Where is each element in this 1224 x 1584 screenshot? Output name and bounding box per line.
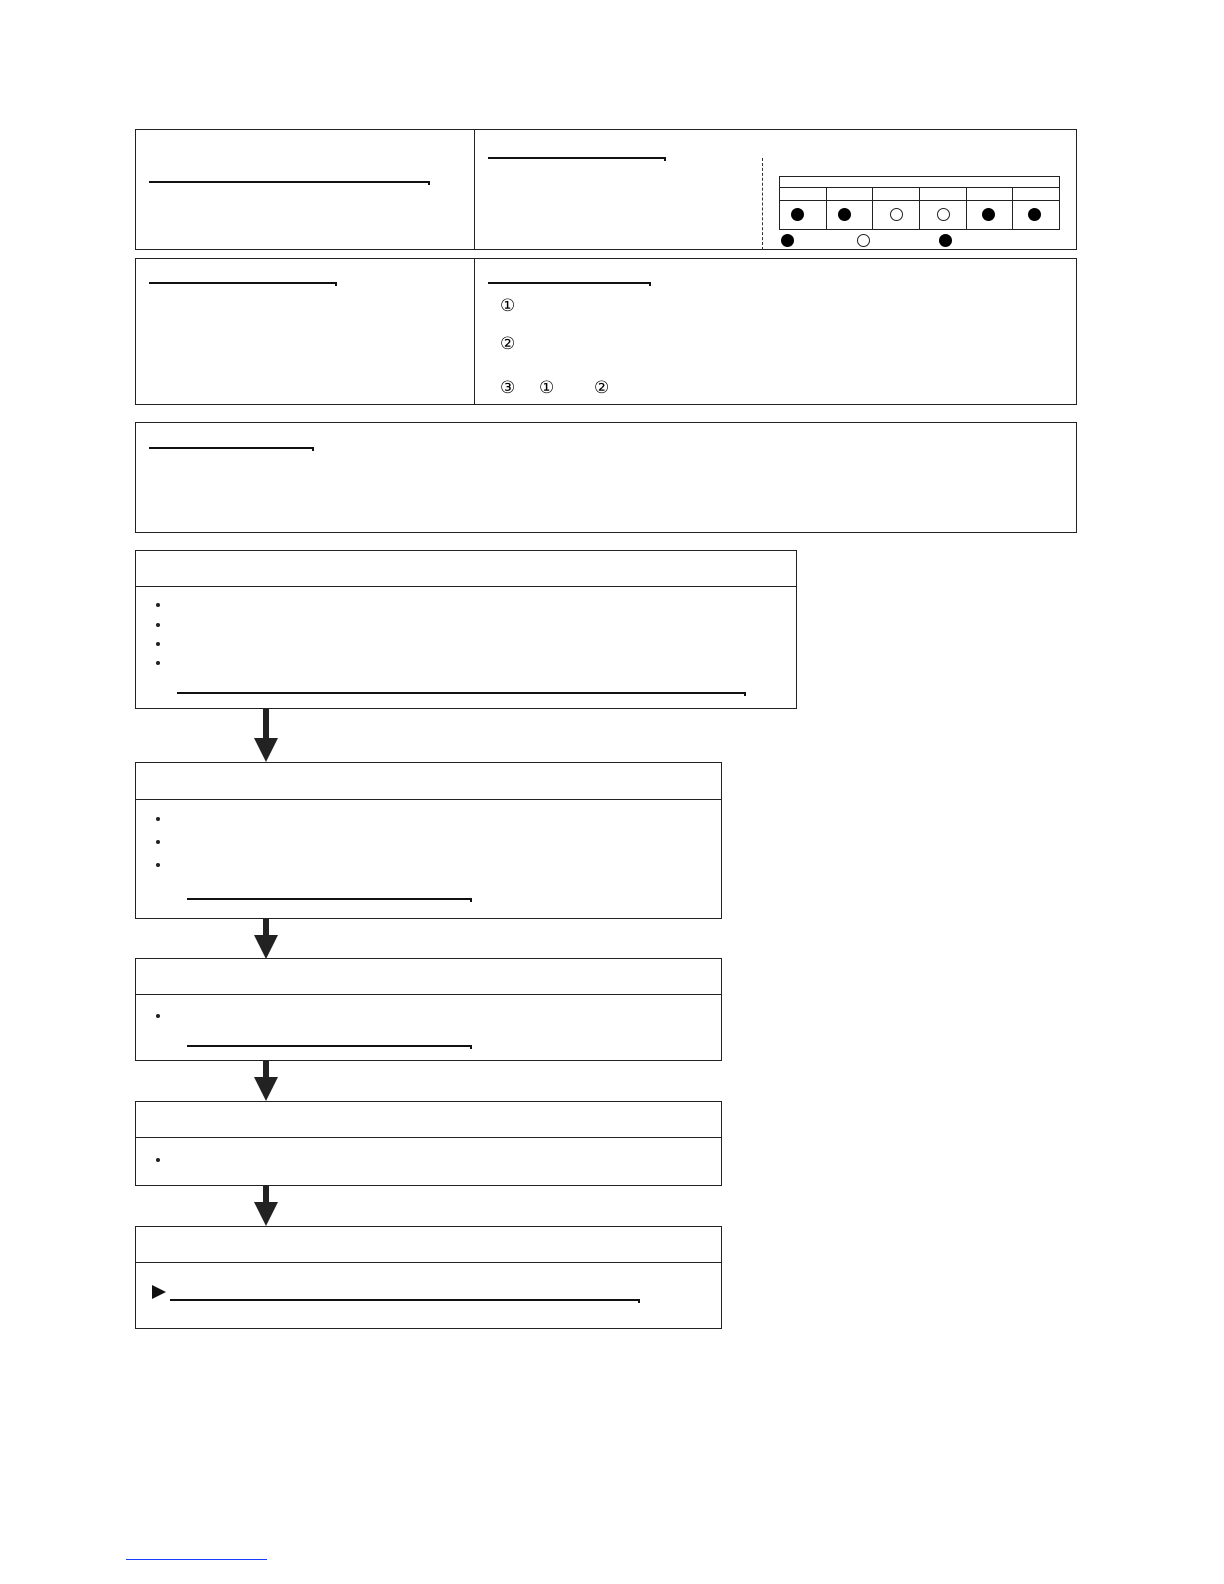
indicator-lamp-2	[838, 208, 851, 221]
indicator-lamp-6	[1028, 208, 1041, 221]
flow-step-5	[135, 1226, 722, 1329]
flow-step-1-header	[136, 551, 796, 587]
legend-lamp-off	[857, 234, 870, 247]
step-ref-1: ①	[539, 378, 555, 398]
indicator-header-2	[826, 188, 873, 201]
flow-arrow-3-icon	[254, 1077, 278, 1101]
bullet	[156, 840, 160, 844]
step-marker-3: ③	[500, 378, 516, 398]
flow-step-5-header	[136, 1227, 721, 1263]
step-marker-2: ②	[500, 334, 516, 354]
flow-step-1	[135, 550, 797, 709]
flow-step-3-underline	[187, 1045, 470, 1047]
indicator-header-1	[780, 188, 827, 201]
flow-step-3	[135, 958, 722, 1061]
section-wide	[135, 422, 1077, 533]
flow-step-1-underline	[177, 692, 744, 694]
flow-step-2-underline	[187, 898, 470, 900]
bullet	[156, 642, 160, 646]
step-marker-1: ①	[500, 296, 516, 316]
section-top-right	[474, 129, 1077, 250]
indicator-lamp-1	[791, 208, 804, 221]
section-mid-right	[474, 258, 1077, 405]
footer-link[interactable]	[126, 1559, 267, 1560]
flow-arrow-1-shaft	[263, 708, 269, 740]
flow-step-2-header	[136, 763, 721, 800]
section-mid-right-underline	[488, 282, 649, 284]
flow-step-4-header	[136, 1102, 721, 1138]
indicator-lamp-4	[937, 208, 950, 221]
flow-step-2	[135, 762, 722, 919]
legend-lamp-on	[781, 234, 794, 247]
bullet	[156, 623, 160, 627]
step-ref-2: ②	[594, 378, 610, 398]
flow-arrow-2-icon	[254, 935, 278, 959]
section-mid-left	[135, 258, 476, 405]
bullet	[156, 661, 160, 665]
indicator-lamp-3	[890, 208, 903, 221]
indicator-header-4	[919, 188, 966, 201]
indicator-header-5	[966, 188, 1013, 201]
bullet	[156, 603, 160, 607]
section-top-left-underline	[149, 181, 428, 183]
bullet	[156, 1014, 160, 1018]
flow-arrow-4-icon	[254, 1202, 278, 1226]
indicator-header-3	[873, 188, 920, 201]
indicator-header-6	[1013, 188, 1060, 201]
indicator-lamp-5	[982, 208, 995, 221]
section-top-left	[135, 129, 476, 250]
bullet	[156, 817, 160, 821]
indicator-state-row	[780, 201, 1060, 230]
section-wide-underline	[149, 447, 312, 449]
bullet	[156, 863, 160, 867]
indicator-table	[779, 176, 1060, 230]
dashed-separator	[762, 158, 763, 250]
flow-step-3-header	[136, 959, 721, 995]
flow-arrow-1-icon	[254, 738, 278, 762]
bullet	[156, 1158, 160, 1162]
section-top-right-underline	[488, 157, 664, 159]
indicator-header-row	[780, 188, 1060, 201]
pointer-triangle-icon	[152, 1285, 166, 1299]
legend-lamp-on-2	[939, 234, 952, 247]
flow-step-4	[135, 1101, 722, 1186]
section-mid-left-underline	[149, 282, 335, 284]
flow-step-5-underline	[170, 1299, 638, 1301]
